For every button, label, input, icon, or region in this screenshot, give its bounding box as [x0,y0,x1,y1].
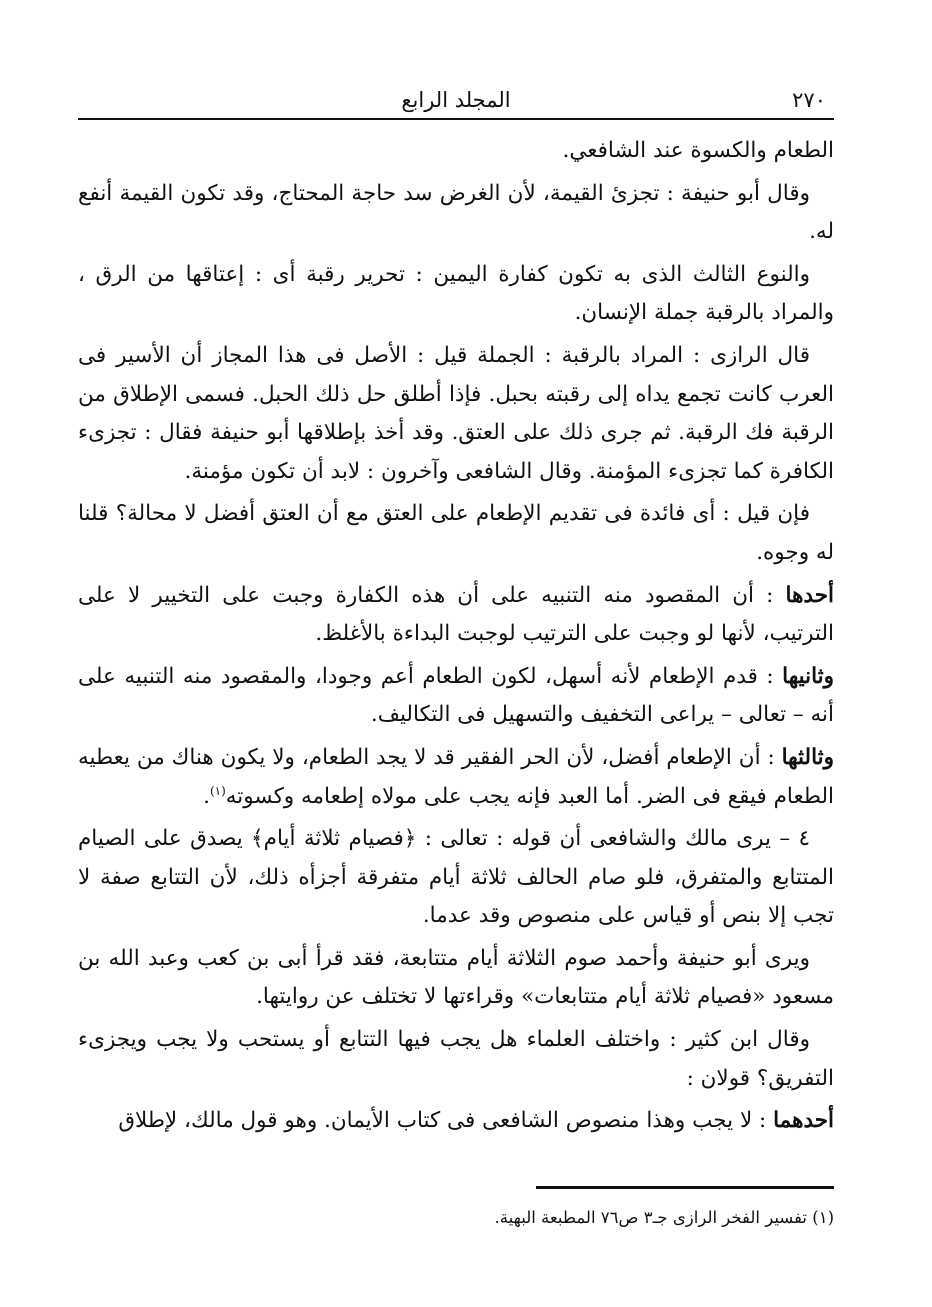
paragraph-lead: أحدها [785,582,834,608]
volume-title: المجلد الرابع [401,88,511,112]
footnote-divider [536,1186,834,1189]
paragraph: والنوع الثالث الذى به تكون كفارة اليمين : تحرير رقبة أى : إعتاقها من الرق ، والمراد بالرقبة جملة الإنسان. [78,261,834,326]
paragraph: ويرى أبو حنيفة وأحمد صوم الثلاثة أيام متتابعة، فقد قرأ أبى بن كعب وعبد الله بن مسعود «فصيام ثلاثة أيام متتابعات» وقراءتها لا تختلف عن روايتها. [78,945,834,1010]
paragraph: وقال ابن كثير : واختلف العلماء هل يجب فيها التتابع أو يستحب ولا يجب ويجزىء التفريق؟ قولان : [78,1027,834,1091]
paragraph-lead: وثانيها [782,663,834,689]
footnote: (١) تفسير الفخر الرازى جـ٣ ص٧٦ المطبعة البهية. [494,1208,834,1227]
paragraph-lead: أحدهما [773,1108,834,1134]
paragraph [78,658,834,735]
footnote-reference: (١) [209,783,226,798]
paragraph [78,739,834,816]
running-head [78,78,834,120]
body-text [78,132,834,1141]
paragraph-text: : قدم الإطعام لأنه أسهل، لكون الطعام أعم وجودا، والمقصود منه التنبيه على أنه – تعالى – يراعى التخفيف والتسهيل فى التكاليف. [78,663,834,728]
paragraph-text: : أن المقصود منه التنبيه على أن هذه الكفارة وجبت على التخيير لا على الترتيب، لأنها لو وجبت على الترتيب لوجبت البداءة بالأغلظ. [78,582,834,647]
book-page [78,78,834,1145]
paragraph: ٤ – يرى مالك والشافعى أن قوله : تعالى : ﴿فصيام ثلاثة أيام﴾ يصدق على الصيام المتتابع والمتفرق، فلو صام الحالف ثلاثة أيام متفرقة أجزأه ذلك، لأن التتابع صفة لا تجب إلا بنص أو قياس على منصوص وقد عدما. [78,826,834,929]
paragraph: الطعام والكسوة عند الشافعي. [562,138,834,163]
paragraph: قال الرازى : المراد بالرقبة : الجملة قيل : الأصل فى هذا المجاز أن الأسير فى العرب كانت تجمع يداه إلى رقبته بحبل. فإذا أطلق حل ذلك الحبل. فسمى الإطلاق من الرقبة فك الرقبة. ثم جرى ذلك على العتق. وقد أخذ بإطلاقها أبو حنيفة فقال : تجزىء الكافرة كما تجزىء المؤمنة. وقال الشافعى وآخرون : لابد أن تكون مؤمنة. [78,342,834,484]
paragraph [78,1102,834,1141]
paragraph: فإن قيل : أى فائدة فى تقديم الإطعام على العتق مع أن العتق أفضل لا محالة؟ قلنا له وجوه. [78,501,834,565]
paragraph [78,577,834,654]
paragraph: وقال أبو حنيفة : تجزئ القيمة، لأن الغرض سد حاجة المحتاج، وقد تكون القيمة أنفع له. [78,180,834,245]
paragraph-lead: وثالثها [781,744,834,770]
paragraph-text: . [203,783,210,809]
paragraph-text: : أن الإطعام أفضل، لأن الحر الفقير قد لا يجد الطعام، ولا يكون هناك من يعطيه الطعام فيقع فى الضر. أما العبد فإنه يجب على مولاه إطعامه وكسوته [78,744,834,809]
paragraph-text: : لا يجب وهذا منصوص الشافعى فى كتاب الأيمان. وهو قول مالك، لإطلاق [118,1108,774,1134]
page-number: ٢٧٠ [792,88,826,112]
